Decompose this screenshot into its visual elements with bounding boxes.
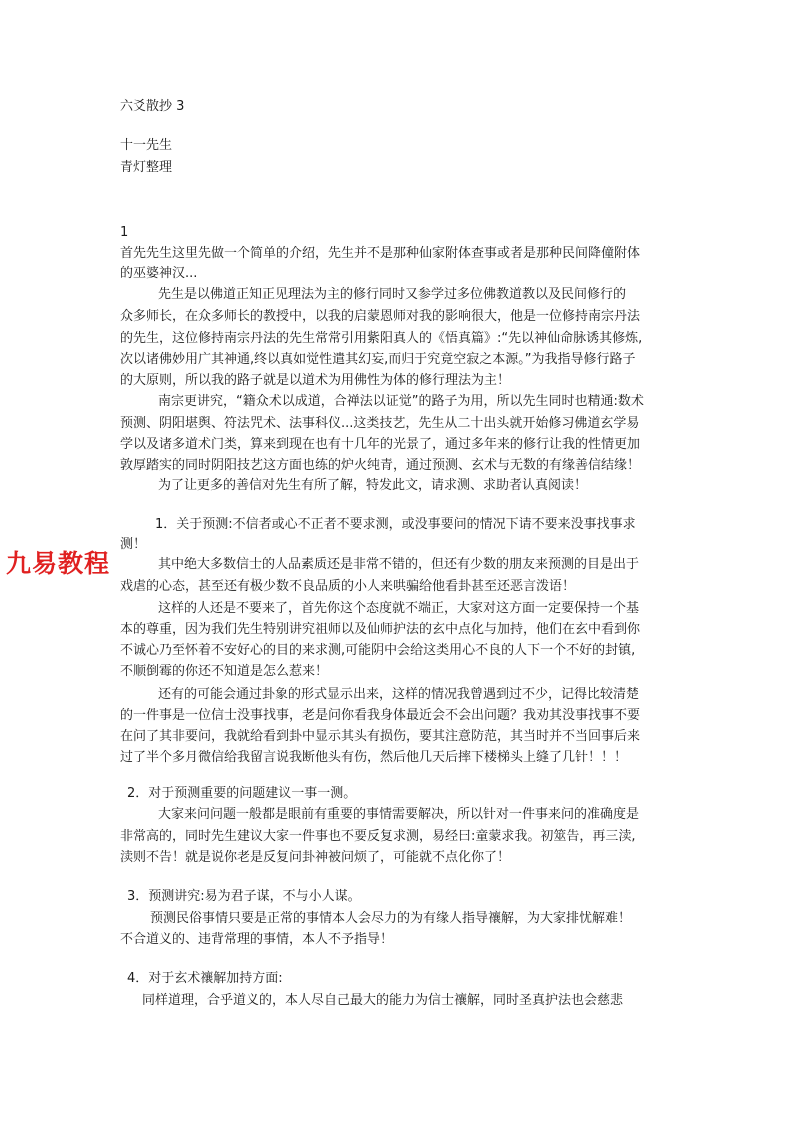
section-number: 1 — [120, 225, 129, 240]
body-line: 戏虐的心态，甚至还有极少数不良品质的小人来哄骗给他看卦甚至还恶言泼语！ — [120, 579, 576, 594]
body-line: 预测民俗事情只要是正常的事情本人会尽力的为有缘人指导禳解，为大家排忧解难！ — [150, 911, 632, 926]
body-line: 同样道理，合乎道义的，本人尽自己最大的能力为信士禳解，同时圣真护法也会慈悲 — [142, 993, 624, 1008]
numbered-heading: 3．预测讲究:易为君子谋，不与小人谋。 — [127, 889, 361, 904]
body-line: 的先生，这位修持南宗丹法的先生常常引用紫阳真人的《悟真篇》:“先以神仙命脉诱其修炼, — [120, 331, 643, 346]
body-line: 敦厚踏实的同时阴阳技艺这方面也练的炉火纯青，通过预测、玄术与无数的有缘善信结缘！ — [120, 458, 641, 473]
body-line: 的大原则，所以我的路子就是以道术为用佛性为体的修行理法为主！ — [120, 373, 511, 388]
author-line: 十一先生 — [120, 138, 173, 153]
body-line: 不诚心乃至怀着不安好心的目的来求测,可能阴中会给这类用心不良的人下一个不好的封镇, — [120, 643, 636, 658]
editor-line: 青灯整理 — [120, 160, 173, 175]
body-line: 本的尊重，因为我们先生特别讲究祖师以及仙师护法的玄中点化与加持，他们在玄中看到你 — [120, 622, 641, 637]
body-line: 先生是以佛道正知正见理法为主的修行同时又参学过多位佛教道教以及民间修行的 — [158, 287, 627, 302]
body-line: 首先先生这里先做一个简单的介绍，先生并不是那种仙家附体查事或者是那种民间降僮附体 — [120, 246, 641, 261]
numbered-heading: 4．对于玄术禳解加持方面: — [127, 971, 283, 986]
body-line: 为了让更多的善信对先生有所了解，特发此文，请求测、求助者认真阅读！ — [158, 478, 588, 493]
numbered-heading: 2．对于预测重要的问题建议一事一测。 — [127, 786, 357, 801]
body-line: 不顺倒霉的你还不知道是怎么惹来！ — [120, 664, 329, 679]
body-line: 的巫婆神汉... — [120, 266, 198, 281]
body-line: 次以诸佛妙用广其神通,终以真如觉性遣其幻妄,而归于究竟空寂之本源。”为我指导修行路子 — [120, 352, 636, 367]
body-line: 学以及诸多道术门类，算来到现在也有十几年的光景了，通过多年来的修行让我的性情更加 — [120, 437, 641, 452]
numbered-heading: 1．关于预测:不信者或心不正者不要求测，或没事要问的情况下请不要来没事找事求 — [155, 517, 636, 532]
body-line: 过了半个多月微信给我留言说我断他头有伤，然后他几天后摔下楼梯头上缝了几针！！！ — [120, 750, 628, 765]
body-line: 测！ — [120, 537, 147, 552]
body-line: 不合道义的、违背常理的事情，本人不予指导！ — [120, 932, 394, 947]
doc-title: 六爻散抄 3 — [120, 99, 185, 114]
body-line: 这样的人还是不要来了，首先你这个态度就不端正，大家对这方面一定要保持一个基 — [158, 601, 640, 616]
watermark-logo: 九易教程 — [6, 549, 111, 578]
body-line: 的一件事是一位信士没事找事，老是问你看我身体最近会不会出问题？我劝其没事找事不要 — [120, 708, 641, 723]
body-line: 南宗更讲究，“籍众术以成道，合禅法以证觉”的路子为用，所以先生同时也精通:数术 — [158, 394, 644, 409]
body-line: 渎则不告！就是说你老是反复问卦神被问烦了，可能就不点化你了！ — [120, 850, 511, 865]
body-line: 大家来问问题一般都是眼前有重要的事情需要解决，所以针对一件事来问的准确度是 — [158, 807, 640, 822]
body-line: 非常高的，同时先生建议大家一件事也不要反复求测，易经曰:童蒙求我。初筮告，再三渎, — [120, 829, 636, 844]
body-line: 还有的可能会通过卦象的形式显示出来，这样的情况我曾遇到过不少，记得比较清楚 — [158, 687, 640, 702]
body-line: 预测、阴阳堪舆、符法咒术、法事科仪...这类技艺，先生从二十出头就开始修习佛道玄学易 — [120, 416, 640, 431]
body-line: 其中绝大多数信士的人品素质还是非常不错的，但还有少数的朋友来预测的目是出于 — [158, 557, 640, 572]
body-line: 众多师长，在众多师长的教授中，以我的启蒙恩师对我的影响很大，他是一位修持南宗丹法 — [120, 309, 641, 324]
body-line: 在问了其非要问，我就给看到卦中显示其头有损伤，要其注意防范，其当时并不当回事后来 — [120, 729, 641, 744]
